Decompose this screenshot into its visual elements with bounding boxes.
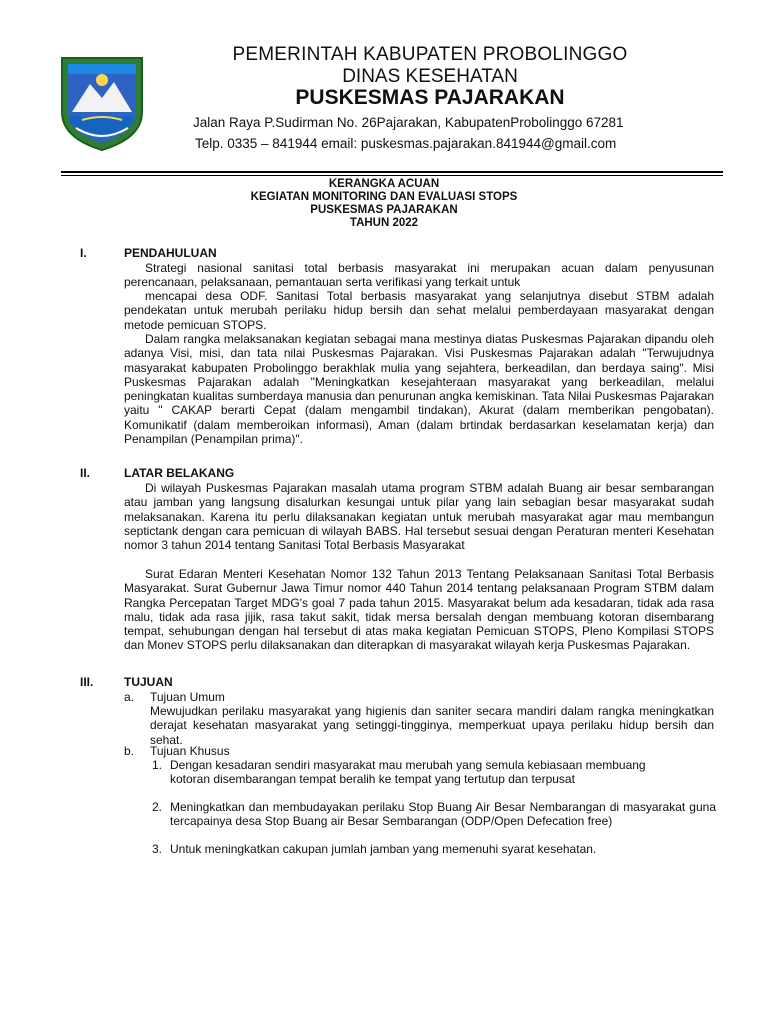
section-2-title: LATAR BELAKANG	[124, 466, 235, 480]
objective-item-1-text: Dengan kesadaran sendiri masyarakat mau merubah yang semula kebiasaan membuang kotoran disembarangan tempat beralih ke tempat yang tertutup dan terpusat	[170, 758, 646, 787]
header-puskesmas: PUSKESMAS PAJARAKAN	[295, 86, 565, 109]
section-1-paragraph-1a: Strategi nasional sanitasi total berbasis masyarakat ini merupakan acuan dalam penyusunan perencanaan, pelaksanaan, pemantauan serta verifikasi yang terkait untuk	[124, 261, 714, 290]
doc-title-4: TAHUN 2022	[349, 217, 419, 229]
objective-a-text: Mewujudkan perilaku masyarakat yang higienis dan saniter secara mandiri dalam rangka meningkatkan derajat kesehatan masyarakat yang setinggi-tingginya, memperkuat upaya perilaku hidup bersih dan sehat.	[150, 704, 714, 747]
objective-a-title: Tujuan Umum	[150, 690, 225, 704]
section-2-paragraph-2: Surat Edaran Menteri Kesehatan Nomor 132 Tahun 2013 Tentang Pelaksanaan Sanitasi Total Berbasis Masyarakat. Surat Gubernur Jawa Timur nomor 440 Tahun 2014 tentang pelaksanaan Program STBM dalam Rangka Percepatan Target MDG's goal 7 pada tahun 2015. Masyarakat belum ada kesadaran, tidak ada rasa malu, tidak ada rasa jijik, rasa takut sakit, tidak mersa bersalah dengan membuang kotoran disembarang tempat, sehubungan dengan hal tersebut di atas maka kegiatan Pemicuan STOPS, Pleno Kompilasi STOPS dan Monev STOPS perlu dilaksanakan dan diterapkan di masyarakat wilayah kerja Puskesmas Pajarakan.	[124, 567, 714, 653]
section-1-number: I.	[80, 246, 87, 260]
section-3-title: TUJUAN	[124, 675, 173, 689]
header-divider-thick	[61, 171, 723, 173]
objective-b-label: b.	[124, 744, 135, 758]
header-contact: Telp. 0335 – 841944 email: puskesmas.pajarakan.841944@gmail.com	[195, 136, 617, 151]
objective-item-2-text: Meningkatkan dan membudayakan perilaku Stop Buang Air Besar Nembarangan di masyarakat guna tercapainya desa Stop Buang air Besar Sembarangan (ODP/Open Defecation free)	[170, 800, 716, 829]
doc-title-2: KEGIATAN MONITORING DAN EVALUASI STOPS	[250, 191, 518, 203]
header-address: Jalan Raya P.Sudirman No. 26Pajarakan, KabupatenProbolinggo 67281	[193, 115, 624, 130]
section-3-number: III.	[80, 675, 94, 689]
section-1-paragraph-1b: mencapai desa ODF. Sanitasi Total berbasis masyarakat yang selanjutnya disebut STBM adalah pendekatan untuk merubah perilaku hidup bersih dan sehat melalui pemberdayaan masyarakat dengan metode pemicuan STOPS.	[124, 289, 714, 332]
objective-item-2-number: 2.	[152, 800, 163, 814]
section-2-number: II.	[80, 466, 91, 480]
section-1-title: PENDAHULUAN	[124, 246, 217, 260]
header-government: PEMERINTAH KABUPATEN PROBOLINGGO	[232, 44, 628, 65]
objective-b-title: Tujuan Khusus	[150, 744, 230, 758]
section-2-paragraph-1: Di wilayah Puskesmas Pajarakan masalah utama program STBM adalah Buang air besar sembarangan atau jamban yang langsung disalurkan kesungai untuk pilar yang lain sebagian besar masyarakat sudah melaksanakan. Karena itu perlu dilaksanakan kegiatan untuk merubah masyarakat agar mau membangun septictank dengan cara pemicuan di wilayah BABS. Hal tersebut sesuai dengan Peraturan menteri Kesehatan nomor 3 tahun 2014 tentang Sanitasi Total Berbasis Masyarakat	[124, 481, 714, 553]
header-divider-thin	[61, 175, 723, 176]
objective-item-1-number: 1.	[152, 758, 163, 772]
objective-item-3-number: 3.	[152, 842, 163, 856]
regency-seal-icon	[58, 54, 146, 152]
doc-title-1: KERANGKA ACUAN	[328, 178, 440, 190]
doc-title-3: PUSKESMAS PAJARAKAN	[310, 204, 458, 216]
section-1-paragraph-2: Dalam rangka melaksanakan kegiatan sebagai mana mestinya diatas Puskesmas Pajarakan dipandu oleh adanya Visi, misi, dan tata nilai Puskesmas Pajarakan. Visi Puskesmas Pajarakan adalah "Terwujudnya masyarakat kabupaten Probolinggo berakhlak mulia yang sejahtera, berkeadilan, dan berdaya saing". Misi Puskesmas Pajarakan adalah "Meningkatkan kesejahteraan masyarakat yang berkeadilan, melalui peningkatan kualitas sumberdaya manusia dan penurunan angka kemiskinan. Tata Nilai Puskesmas Pajarakan yaitu " CAKAP berarti Cepat (dalam mengambil tindakan), Akurat (dalam memberikan pengobatan). Komunikatif (dalam memberoikan informasi), Aman (dalam brtindak berdasarkan keselamatan kerja) dan Penampilan (Penampilan prima)".	[124, 332, 714, 447]
header-department: DINAS KESEHATAN	[342, 66, 518, 87]
objective-item-3-text: Untuk meningkatkan cakupan jumlah jamban yang memenuhi syarat kesehatan.	[170, 842, 597, 856]
objective-a-label: a.	[124, 690, 135, 704]
